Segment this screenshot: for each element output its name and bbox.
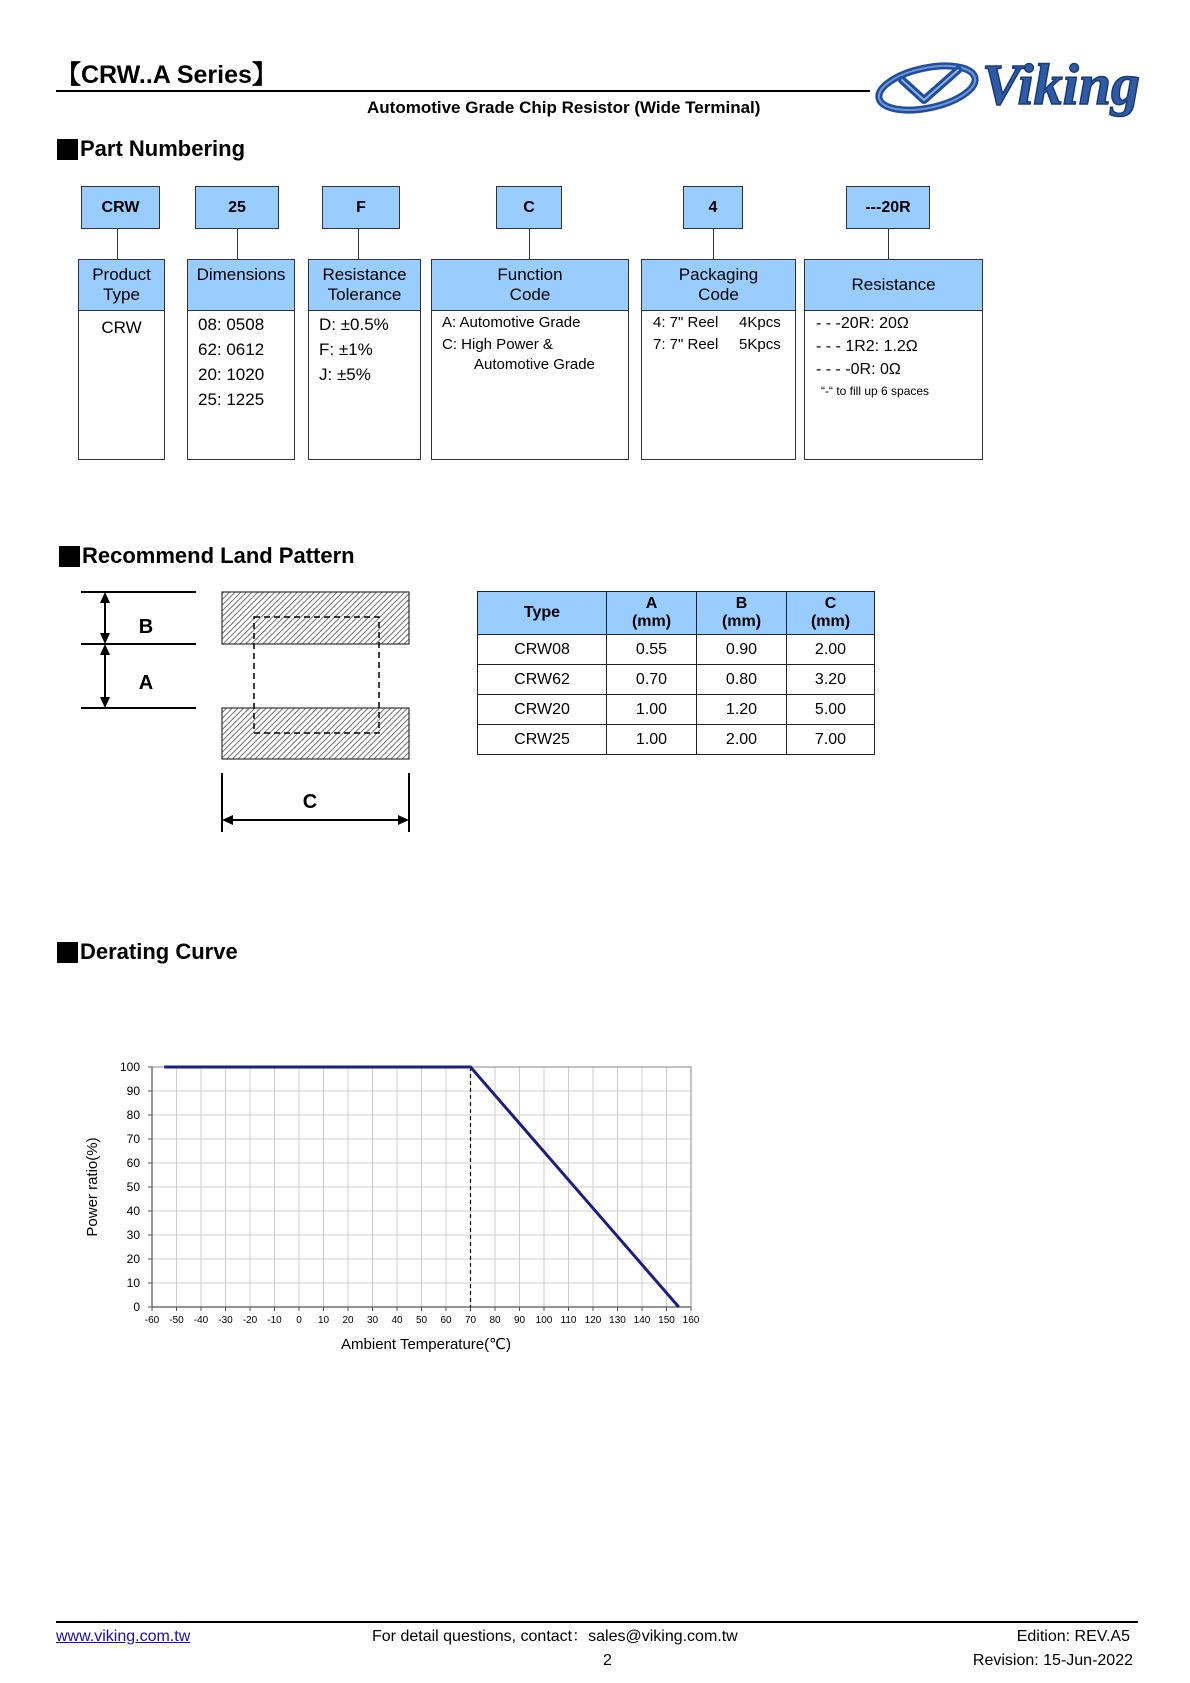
x-tick-label: 70 — [464, 1315, 477, 1326]
connector-line — [117, 229, 118, 259]
code-box-product-type — [81, 186, 160, 229]
table-header-row — [478, 592, 875, 635]
revision-text: Revision: 15-Jun-2022 — [972, 1652, 1133, 1669]
section-square-icon — [57, 139, 78, 160]
code-box-function — [496, 186, 562, 229]
table-row — [478, 725, 875, 755]
field-body — [805, 311, 982, 401]
field-value: A: Automotive Grade — [442, 314, 581, 331]
table-cell: 0.90 — [697, 635, 787, 665]
field-body — [79, 311, 164, 340]
x-tick-label: 0 — [296, 1315, 302, 1326]
x-tick-label: 20 — [342, 1315, 354, 1326]
column-header-name: Type — [523, 604, 561, 621]
field-value: Automotive Grade — [474, 356, 595, 373]
packaging-qty: 4Kpcs — [739, 314, 781, 331]
derating-heading — [57, 939, 238, 965]
field-title-line: Product — [92, 265, 151, 284]
field-body — [432, 311, 628, 373]
field-value: J: ±5% — [319, 365, 371, 384]
packaging-row — [653, 334, 795, 356]
x-tick-label: -30 — [218, 1315, 233, 1326]
code-box-tolerance — [322, 186, 400, 229]
arrowhead-icon — [222, 815, 233, 825]
connector-line — [237, 229, 238, 259]
y-tick-label: 20 — [126, 1252, 140, 1266]
contact-text: For detail questions, contact：sales@viking.com.tw — [372, 1628, 738, 1645]
field-body — [309, 311, 420, 387]
viking-logo-icon — [875, 58, 979, 118]
connector-line — [713, 229, 714, 259]
column-header-name: C — [824, 595, 837, 612]
field-value: 25: 1225 — [198, 390, 265, 409]
y-tick-label: 0 — [133, 1300, 140, 1314]
x-tick-label: 60 — [440, 1315, 452, 1326]
code-box-packaging — [683, 186, 743, 229]
y-tick-label: 100 — [119, 1060, 140, 1074]
table-cell: 0.55 — [607, 635, 697, 665]
x-tick-label: 120 — [584, 1315, 602, 1326]
arrowhead-icon — [100, 592, 110, 603]
field-value: D: ±0.5% — [319, 315, 389, 334]
x-tick-label: 50 — [415, 1315, 428, 1326]
footer-rule — [56, 1621, 1138, 1623]
x-tick-label: 100 — [535, 1315, 553, 1326]
land-pattern-heading-text: Recommend Land Pattern — [82, 543, 355, 568]
table-cell: 2.00 — [787, 635, 875, 665]
x-tick-label: -20 — [242, 1315, 258, 1326]
series-title: 【CRW..A Series】 — [56, 61, 277, 89]
field-title-line: Code — [509, 285, 551, 304]
column-header-type — [478, 592, 607, 635]
arrowhead-icon — [398, 815, 409, 825]
field-title-line: Code — [698, 285, 739, 304]
website-link[interactable]: www.viking.com.tw — [56, 1628, 191, 1645]
section-square-icon — [59, 546, 80, 567]
x-tick-label: 80 — [489, 1315, 501, 1326]
x-tick-label: 40 — [391, 1315, 403, 1326]
x-tick-label: 90 — [513, 1315, 526, 1326]
y-tick-label: 70 — [126, 1132, 140, 1146]
field-title — [188, 260, 294, 311]
packaging-reel: 7: 7" Reel — [653, 336, 719, 353]
land-pattern-table — [477, 591, 875, 755]
code-value: 4 — [708, 198, 718, 216]
x-tick-label: 130 — [609, 1315, 626, 1326]
field-title — [805, 260, 982, 311]
page-number: 2 — [603, 1652, 612, 1669]
field-title — [309, 260, 420, 311]
field-value: - - - 1R2: 1.2Ω — [816, 338, 918, 355]
column-header-b — [697, 592, 787, 635]
field-title-line: Packaging — [678, 265, 759, 284]
arrowhead-icon — [100, 644, 110, 655]
field-value: 08: 0508 — [198, 315, 265, 334]
field-title-line: Function — [497, 265, 563, 284]
code-value: CRW — [101, 198, 140, 216]
field-packaging-code — [641, 259, 796, 460]
packaging-qty: 5Kpcs — [739, 336, 781, 353]
table-cell: CRW25 — [478, 725, 607, 755]
connector-line — [888, 229, 889, 259]
table-cell: CRW62 — [478, 665, 607, 695]
x-tick-label: -60 — [144, 1315, 160, 1326]
land-pattern-heading — [59, 543, 355, 569]
field-title-line: Dimensions — [196, 265, 286, 284]
a-dimension-label: A — [138, 672, 154, 694]
arrowhead-icon — [100, 697, 110, 708]
table-row — [478, 665, 875, 695]
viking-logo-text: Viking — [982, 52, 1140, 117]
header-rule — [56, 90, 870, 92]
field-dimensions — [187, 259, 295, 460]
field-title — [79, 260, 164, 311]
field-product-type — [78, 259, 165, 460]
field-value: - - -20R: 20Ω — [816, 315, 909, 332]
table-cell: 1.00 — [607, 695, 697, 725]
column-header-name: A — [645, 595, 658, 612]
column-header-c — [787, 592, 875, 635]
top-land-pad — [222, 592, 409, 644]
y-tick-label: 10 — [126, 1276, 140, 1290]
x-tick-label: 150 — [658, 1315, 675, 1326]
column-header-a — [607, 592, 697, 635]
column-header-unit: (mm) — [631, 613, 672, 630]
field-function-code — [431, 259, 629, 460]
derating-chart — [0, 1040, 760, 1370]
connector-line — [358, 229, 359, 259]
y-tick-label: 30 — [126, 1228, 140, 1242]
x-tick-label: 110 — [560, 1315, 577, 1326]
field-title-line: Resistance — [322, 265, 407, 284]
field-value: C: High Power & — [442, 336, 553, 353]
code-value: 25 — [228, 198, 246, 216]
column-header-unit: (mm) — [721, 613, 762, 630]
x-tick-label: -50 — [169, 1315, 184, 1326]
x-tick-label: -40 — [193, 1315, 209, 1326]
field-title-line: Resistance — [851, 275, 936, 294]
field-title-line: Type — [103, 285, 140, 304]
y-tick-label: 80 — [126, 1108, 140, 1122]
x-tick-label: 30 — [366, 1315, 379, 1326]
table-row — [478, 635, 875, 665]
x-axis-label: Ambient Temperature(℃) — [341, 1336, 511, 1353]
arrowhead-icon — [100, 633, 110, 644]
table-cell: CRW08 — [478, 635, 607, 665]
field-title — [432, 260, 628, 311]
field-value: 62: 0612 — [198, 340, 265, 359]
x-tick-label: 160 — [682, 1315, 700, 1326]
field-body — [188, 311, 294, 412]
field-resistance-tolerance — [308, 259, 421, 460]
field-value: CRW — [101, 318, 142, 337]
table-cell: 1.00 — [607, 725, 697, 755]
y-axis-label: Power ratio(%) — [84, 1137, 101, 1237]
x-tick-label: 10 — [317, 1315, 330, 1326]
part-numbering-heading — [57, 136, 245, 162]
table-cell: 5.00 — [787, 695, 875, 725]
part-numbering-heading-text: Part Numbering — [80, 136, 246, 161]
viking-logo — [872, 50, 1162, 122]
table-cell: 3.20 — [787, 665, 875, 695]
packaging-reel: 4: 7" Reel — [653, 314, 719, 331]
code-value: ---20R — [865, 198, 911, 216]
code-value: F — [356, 198, 366, 216]
resistance-note: “-“ to fill up 6 spaces — [821, 384, 930, 398]
packaging-row — [653, 312, 795, 334]
connector-line — [529, 229, 530, 259]
table-cell: 0.80 — [697, 665, 787, 695]
field-title-line: Tolerance — [327, 285, 402, 304]
table-cell: CRW20 — [478, 695, 607, 725]
y-tick-label: 50 — [126, 1180, 140, 1194]
table-row — [478, 695, 875, 725]
x-tick-label: -10 — [267, 1315, 282, 1326]
b-dimension-label: B — [138, 616, 154, 638]
field-value: - - - -0R: 0Ω — [816, 361, 901, 378]
field-value: 20: 1020 — [198, 365, 265, 384]
code-box-dimensions — [195, 186, 279, 229]
field-title — [642, 260, 795, 311]
section-square-icon — [57, 942, 78, 963]
land-pattern-diagram — [60, 580, 430, 842]
product-subtitle: Automotive Grade Chip Resistor (Wide Terminal) — [367, 98, 761, 117]
field-body — [642, 311, 795, 356]
column-header-unit: (mm) — [810, 613, 851, 630]
y-tick-label: 90 — [126, 1084, 140, 1098]
code-value: C — [523, 198, 535, 216]
field-resistance — [804, 259, 983, 460]
code-box-resistance — [846, 186, 930, 229]
column-header-name: B — [735, 595, 748, 612]
x-tick-label: 140 — [633, 1315, 651, 1326]
table-cell: 1.20 — [697, 695, 787, 725]
y-tick-label: 40 — [126, 1204, 140, 1218]
table-cell: 7.00 — [787, 725, 875, 755]
edition-text: Edition: REV.A5 — [1016, 1628, 1130, 1645]
field-value: F: ±1% — [319, 340, 373, 359]
derating-heading-text: Derating Curve — [80, 939, 238, 964]
table-cell: 2.00 — [697, 725, 787, 755]
c-dimension-label: C — [302, 791, 318, 813]
table-cell: 0.70 — [607, 665, 697, 695]
y-tick-label: 60 — [126, 1156, 140, 1170]
